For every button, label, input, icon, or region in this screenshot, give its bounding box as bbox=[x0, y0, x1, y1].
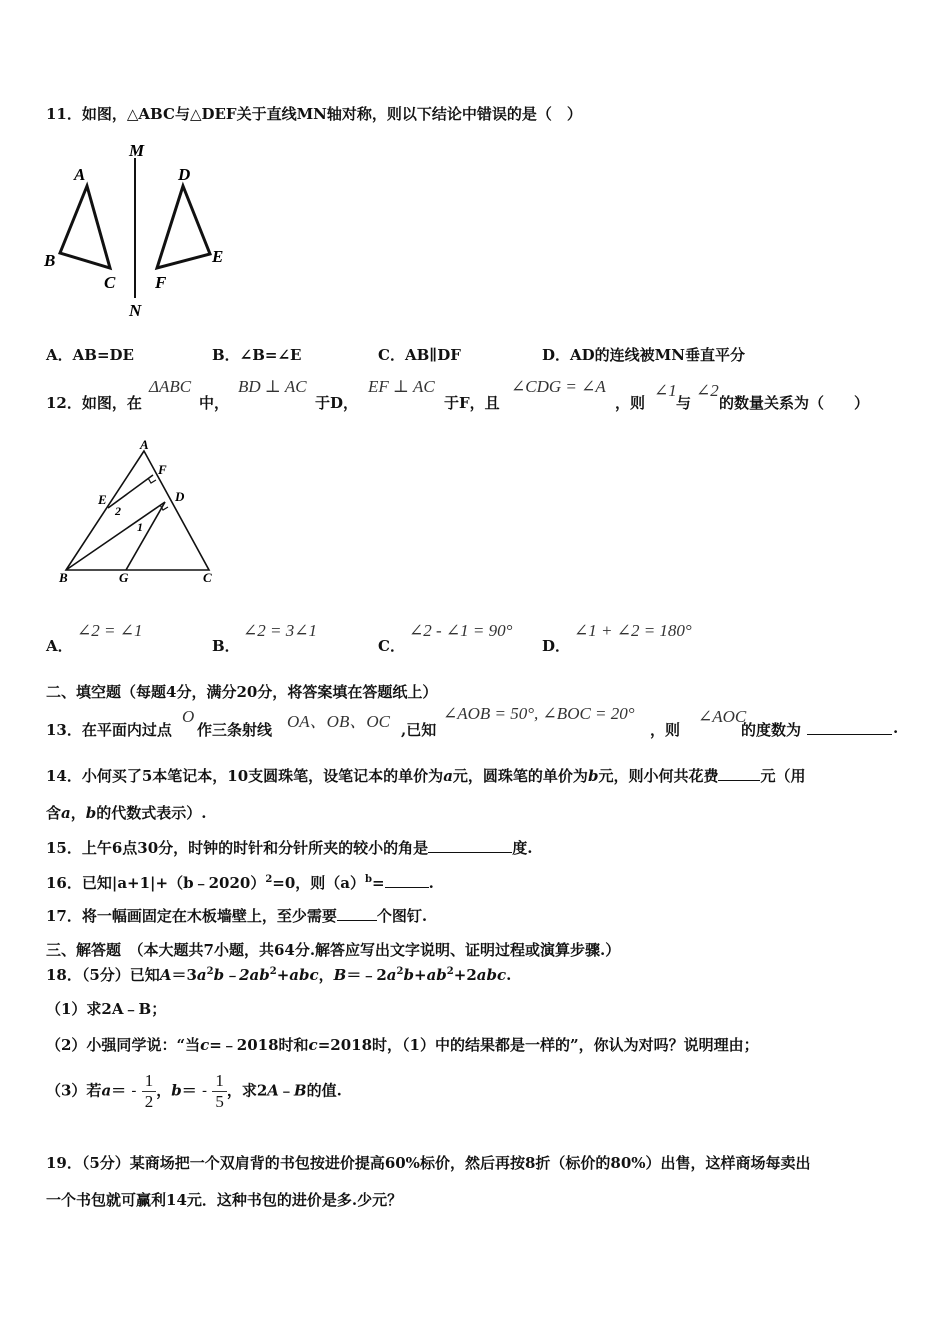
q16-sup: 2 bbox=[265, 874, 273, 885]
q18-text-i: ＝﹣2 bbox=[346, 966, 387, 984]
q16-sup-b: b bbox=[365, 874, 373, 885]
q12-triangle: ΔABC bbox=[149, 377, 192, 396]
label-e: E bbox=[212, 247, 224, 266]
q13-text-1: 13．在平面内过点 bbox=[46, 721, 172, 739]
q13-text-5: 的度数为 bbox=[741, 721, 802, 739]
q11-option-b: B．∠B=∠E bbox=[212, 346, 302, 364]
q18-frac2-num: 1 bbox=[212, 1071, 227, 1092]
q12-text-3: 于F，且 bbox=[444, 394, 500, 412]
q15-text-b: 度. bbox=[512, 839, 533, 857]
q18-part-2 bbox=[46, 1034, 759, 1055]
q19-line-1: 19．（5分）某商场把一个双肩背的书包按进价提高60%标价，然后再按8折（标价的80%）出售，这样商场每卖出 bbox=[46, 1154, 811, 1172]
label-n: N bbox=[129, 301, 142, 320]
q17-line bbox=[46, 905, 427, 926]
q12-perp-bd: BD ⊥ AC bbox=[238, 377, 307, 396]
q18-text-l4c: ， bbox=[156, 1081, 172, 1100]
q18-text-l4b: ＝ bbox=[111, 1081, 127, 1100]
segment-gd bbox=[126, 502, 165, 570]
q18-var-a2: a bbox=[386, 966, 397, 984]
q16-text-b: =0，则（a） bbox=[272, 874, 366, 892]
q12-figure bbox=[52, 436, 224, 586]
q18-frac1-den: 2 bbox=[144, 1092, 154, 1111]
q18-neg-2: - bbox=[202, 1081, 208, 1100]
q18-var-B2: B bbox=[293, 1081, 307, 1100]
fig-label-f: F bbox=[158, 462, 167, 477]
label-a: A bbox=[74, 165, 86, 184]
q14-var-a-2: a bbox=[61, 804, 71, 822]
q13-end: . bbox=[893, 719, 899, 737]
label-d: D bbox=[178, 165, 191, 184]
fig-label-e: E bbox=[98, 492, 107, 507]
q12-text-4: ，则 bbox=[615, 394, 646, 412]
label-f: F bbox=[155, 273, 167, 292]
q18-var-a1: a bbox=[196, 966, 207, 984]
q18-text-l4f: ﹣ bbox=[278, 1081, 294, 1100]
fig-label-1: 1 bbox=[137, 520, 143, 534]
fig-label-g: G bbox=[119, 570, 129, 585]
q18-sup-3: 2 bbox=[396, 966, 404, 977]
fig-label-d: D bbox=[175, 489, 185, 504]
q18-text-l4d: ＝ bbox=[181, 1081, 197, 1100]
q15-answer-blank[interactable] bbox=[428, 838, 512, 853]
q14-text-d: 元（用 bbox=[760, 767, 806, 785]
q16-text-c: = bbox=[372, 874, 385, 892]
q18-text-l4a: （3）若 bbox=[46, 1081, 102, 1100]
fig-label-a: A bbox=[140, 437, 149, 452]
q13-text-2: 作三条射线 bbox=[197, 721, 273, 739]
q12-text-5: 与 bbox=[676, 394, 692, 412]
q18-var-a3: a bbox=[101, 1081, 112, 1100]
section-2-heading: 二、填空题（每题4分，满分20分，将答案填在答题纸上） bbox=[46, 683, 438, 701]
q12-angle-2: ∠2 bbox=[696, 381, 719, 400]
q17-text-a: 17．将一幅画固定在木板墙壁上，至少需要 bbox=[46, 907, 337, 925]
q18-text-l3c: =2018时，（1）中的结果都是一样的”，你认为对吗？说明理由； bbox=[317, 1036, 759, 1054]
q18-var-c1: c bbox=[200, 1036, 210, 1054]
q18-var-abc2: abc bbox=[476, 966, 507, 984]
q18-sup-4: 2 bbox=[446, 966, 454, 977]
q12-option-c-expr: ∠2 - ∠1 = 90° bbox=[409, 621, 513, 640]
q11-stem: 11．如图，△ABC与△DEF关于直线MN轴对称，则以下结论中错误的是（ ） bbox=[46, 105, 582, 123]
fig-label-2: 2 bbox=[115, 504, 121, 518]
fig-label-b: B bbox=[59, 570, 68, 585]
q13-point-o: O bbox=[182, 707, 195, 726]
q13-answer-blank[interactable] bbox=[807, 720, 892, 735]
q12-text-2: 于D， bbox=[315, 394, 359, 412]
q11-option-d: D．AD的连线被MN垂直平分 bbox=[542, 346, 745, 364]
q12-option-b-expr: ∠2 = 3∠1 bbox=[243, 621, 317, 640]
q18-var-abc1: abc bbox=[289, 966, 319, 984]
q18-text-f: + bbox=[276, 966, 290, 984]
q14-line-1 bbox=[46, 765, 805, 786]
q12-option-c-letter: C． bbox=[378, 637, 405, 655]
q18-text-l3b: =﹣2018时和 bbox=[209, 1036, 309, 1054]
q18-part-1: （1）求2A﹣B； bbox=[46, 1000, 167, 1018]
q18-text-d: b﹣2 bbox=[213, 966, 250, 984]
q12-option-a-letter: A． bbox=[46, 637, 73, 655]
q18-var-ab2: ab bbox=[426, 966, 447, 984]
q16-answer-blank[interactable] bbox=[385, 873, 429, 888]
q13-text-3: ,已知 bbox=[401, 721, 437, 739]
q18-text-h: ， bbox=[318, 966, 334, 984]
q18-var-b2: b bbox=[403, 966, 414, 984]
q13-text-4: ，则 bbox=[650, 721, 681, 739]
q18-text-l3a: （2）小强同学说：“当 bbox=[46, 1036, 201, 1054]
q14-var-b: b bbox=[587, 767, 599, 785]
q11-figure bbox=[38, 138, 238, 320]
fig-label-c: C bbox=[203, 570, 212, 585]
q12-prefix: 12．如图，在 bbox=[46, 394, 142, 412]
q12-perp-ef: EF ⊥ AC bbox=[368, 377, 435, 396]
q18-var-A: A bbox=[159, 966, 172, 984]
section-3-heading: 三、解答题 （本大题共7小题，共64分.解答应写出文字说明、证明过程或演算步骤.） bbox=[46, 941, 621, 959]
q18-text-b: ＝3 bbox=[171, 966, 197, 984]
q14-text-g: 的代数式表示）. bbox=[96, 804, 207, 822]
q18-text-l: + bbox=[413, 966, 427, 984]
q14-line-2 bbox=[46, 802, 207, 823]
q12-angle-1: ∠1 bbox=[654, 381, 677, 400]
q16-text-a: 16．已知|a+1|+（b﹣2020） bbox=[46, 874, 266, 892]
q18-text-l4e: ，求2 bbox=[226, 1081, 268, 1100]
q12-option-d-letter: D． bbox=[542, 637, 571, 655]
q12-condition: ∠CDG = ∠A bbox=[511, 377, 606, 396]
triangle-abc-figure bbox=[66, 451, 209, 570]
triangle-abc bbox=[60, 186, 110, 268]
q14-text-a: 14．小何买了5本笔记本，10支圆珠笔，设笔记本的单价为 bbox=[46, 767, 444, 785]
q12-option-b-letter: B． bbox=[212, 637, 240, 655]
q18-neg-1: - bbox=[131, 1081, 137, 1100]
q15-text-a: 15．上午6点30分，时钟的时针和分针所夹的较小的角是 bbox=[46, 839, 429, 857]
q13-given: ∠AOB = 50°, ∠BOC = 20° bbox=[443, 704, 635, 723]
q18-text-n: +2 bbox=[453, 966, 477, 984]
q19-line-2: 一个书包就可赢利14元．这种书包的进价是多.少元？ bbox=[46, 1191, 403, 1209]
q11-option-a: A．AB=DE bbox=[46, 346, 134, 364]
q18-fraction-1 bbox=[142, 1071, 157, 1112]
q18-text-p: . bbox=[506, 966, 512, 984]
q12-option-a-expr: ∠2 = ∠1 bbox=[77, 621, 143, 640]
q14-text-f: ， bbox=[70, 804, 86, 822]
triangle-def bbox=[157, 186, 210, 268]
q16-line bbox=[46, 872, 434, 893]
label-b: B bbox=[44, 251, 56, 270]
q18-text-a: 18．（5分）已知 bbox=[46, 966, 160, 984]
q13-ask: ∠AOC bbox=[698, 707, 747, 726]
q14-text-c: 元，则小何共花费 bbox=[598, 767, 719, 785]
q18-sup-1: 2 bbox=[206, 966, 214, 977]
q13-rays: OA、OB、OC bbox=[287, 712, 390, 731]
q18-var-c2: c bbox=[308, 1036, 318, 1054]
q17-text-b: 个图钉. bbox=[376, 907, 428, 925]
q12-text-1: 中， bbox=[199, 394, 230, 412]
q18-frac1-num: 1 bbox=[142, 1071, 157, 1092]
q15-line bbox=[46, 837, 532, 858]
q18-fraction-2 bbox=[212, 1071, 227, 1112]
label-c: C bbox=[104, 273, 116, 292]
q14-var-a: a bbox=[443, 767, 453, 785]
q16-text-d: . bbox=[428, 874, 434, 892]
label-m: M bbox=[129, 141, 145, 160]
q18-var-A2: A bbox=[267, 1081, 279, 1100]
q18-frac2-den: 5 bbox=[215, 1092, 224, 1111]
q14-text-e: 含 bbox=[46, 804, 62, 822]
q18-var-b3: b bbox=[171, 1081, 182, 1100]
q18-part-3 bbox=[46, 1071, 342, 1112]
q18-var-B: B bbox=[333, 966, 347, 984]
q18-var-ab1: ab bbox=[249, 966, 270, 984]
q11-option-c: C．AB∥DF bbox=[378, 346, 461, 364]
q14-var-b-2: b bbox=[85, 804, 97, 822]
q17-answer-blank[interactable] bbox=[337, 906, 377, 921]
q14-text-b: 元，圆珠笔的单价为 bbox=[452, 767, 588, 785]
q12-text-6: 的数量关系为（ ） bbox=[719, 394, 870, 412]
q14-answer-blank[interactable] bbox=[718, 766, 760, 781]
q12-option-d-expr: ∠1 + ∠2 = 180° bbox=[574, 621, 692, 640]
q18-text-l4g: 的值. bbox=[306, 1081, 342, 1100]
q18-sup-2: 2 bbox=[269, 966, 277, 977]
q18-line-1 bbox=[46, 964, 511, 985]
